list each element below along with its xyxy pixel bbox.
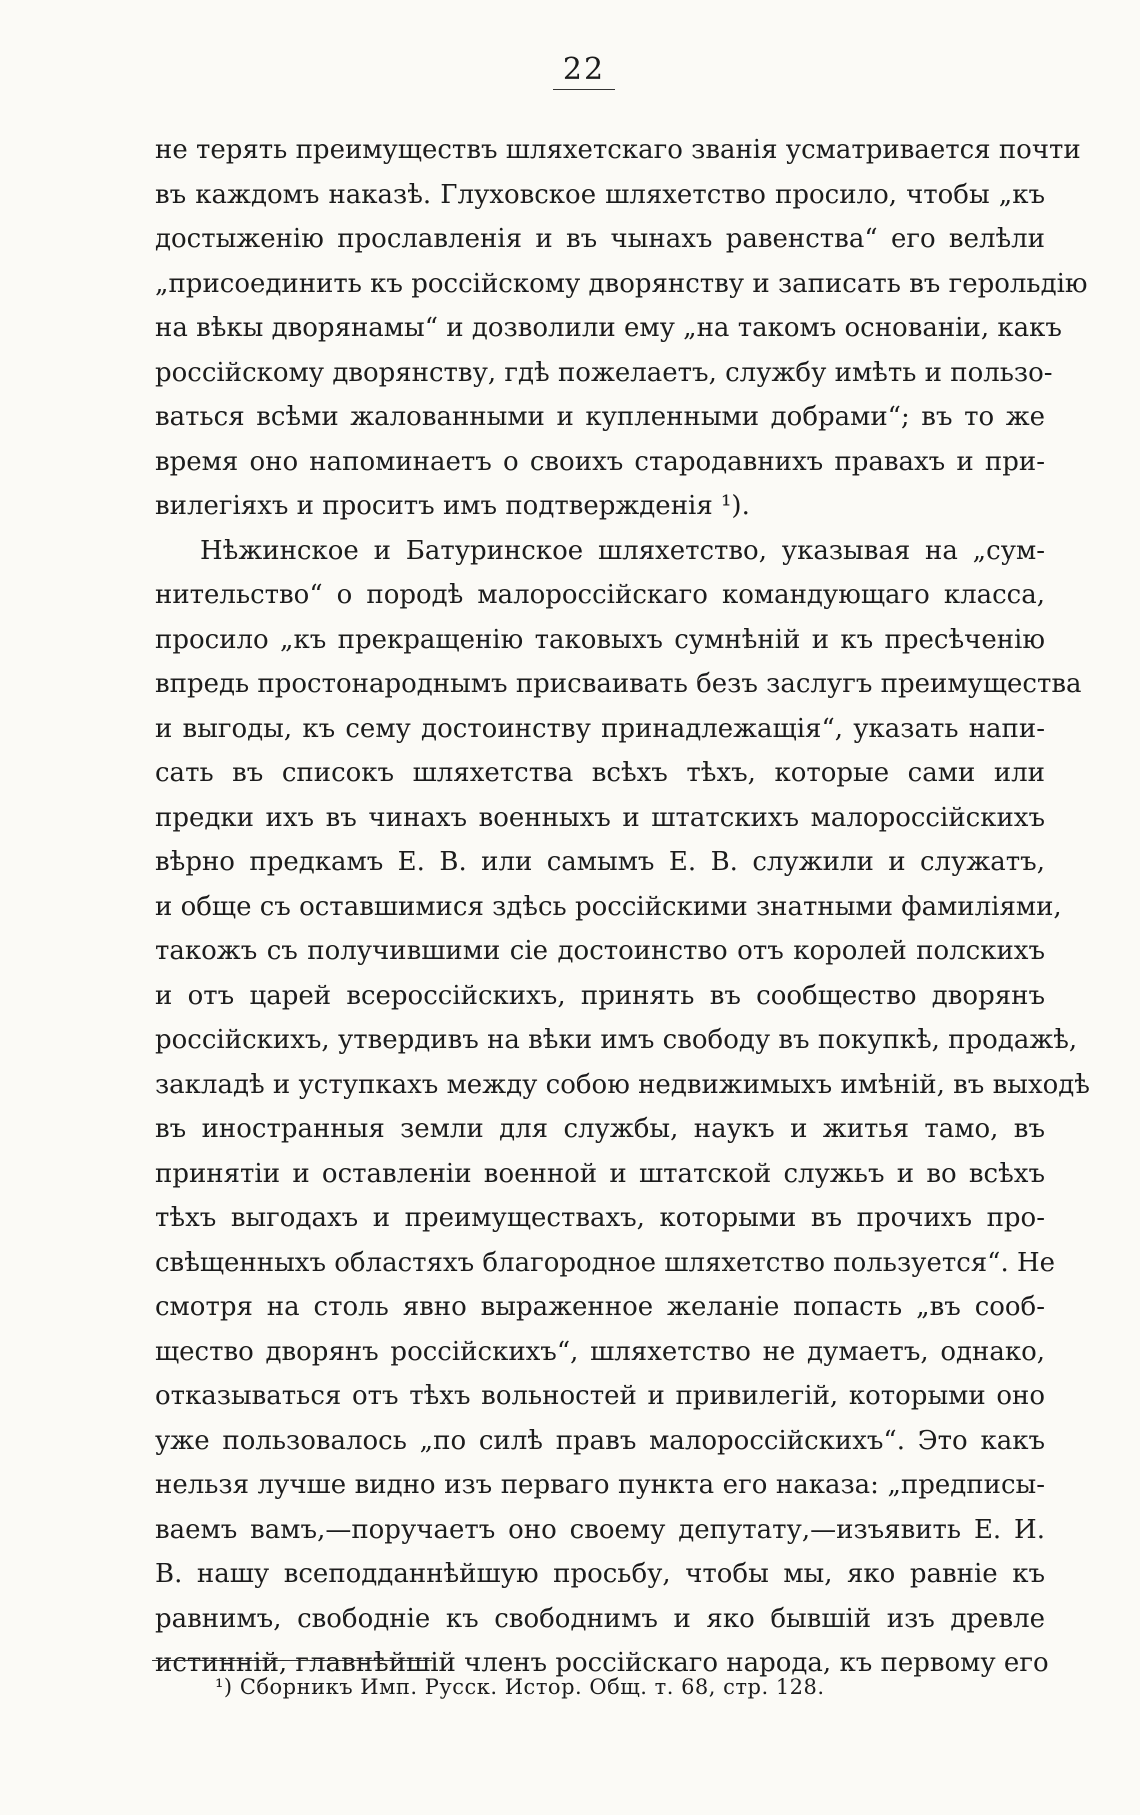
text-line: тѣхъ выгодахъ и преимуществахъ, которыми въ прочихъ про- [155, 1203, 1045, 1233]
text-line: достыженію прославленія и въ чынахъ равенства“ его велѣли [155, 224, 1045, 254]
text-line: ваемъ вамъ,—поручаетъ оно своему депутату,—изъявить Е. И. [155, 1514, 1045, 1545]
text-line: нительство“ о породѣ малороссійскаго командующаго класса, [155, 580, 1045, 610]
body-text [155, 128, 1090, 1686]
text-line: и отъ царей всероссійскихъ, принять въ сообщество дворянъ [155, 980, 1045, 1011]
text-line: нельзя лучше видно изъ перваго пункта его наказа: „предписы- [155, 1470, 1045, 1500]
footnote-divider [152, 1660, 432, 1661]
text-line: не терять преимуществъ шляхетскаго званія усматривается почти [155, 135, 1081, 165]
text-line: истинній, главнѣйшій членъ россійскаго народа, къ первому его [155, 1648, 1049, 1678]
text-line: уже пользовалось „по силѣ правъ малороссійскихъ“. Это какъ [155, 1425, 1045, 1456]
text-line: „присоединить къ россійскому дворянству и записать въ герольдію [155, 268, 1088, 299]
text-line: сать въ списокъ шляхетства всѣхъ тѣхъ, которые сами или [155, 758, 1045, 788]
text-line: свѣщенныхъ областяхъ благородное шляхетство пользуется“. Не [155, 1247, 1056, 1278]
text-line: въ каждомъ наказѣ. Глуховское шляхетство просило, чтобы „къ [155, 179, 1045, 210]
text-line: равнимъ, свободніе къ свободнимъ и яко бывшій изъ древле [155, 1603, 1045, 1634]
text-line: щество дворянъ россійскихъ“, шляхетство не думаетъ, однако, [155, 1336, 1045, 1367]
text-line: просило „къ прекращенію таковыхъ сумнѣній и къ пресѣченію [155, 624, 1045, 655]
footnote-marker: ¹) [215, 1675, 233, 1699]
footnote-text: Сборникъ Имп. Русск. Истор. Общ. т. 68, стр. 128. [239, 1675, 825, 1699]
text-line: россійскихъ, утвердивъ на вѣки имъ свободу въ покупкѣ, продажѣ, [155, 1025, 1078, 1055]
text-line: впредь простонароднымъ присваивать безъ заслугъ преимущества [155, 669, 1082, 699]
paragraph-start-line: Нѣжинское и Батуринское шляхетство, указывая на „сум- [200, 535, 1045, 566]
text-line: предки ихъ въ чинахъ военныхъ и штатскихъ малороссійскихъ [155, 802, 1045, 833]
text-line: и выгоды, къ сему достоинству принадлежащія“, указать напи- [155, 713, 1045, 744]
text-line: время оно напоминаетъ о своихъ стародавнихъ правахъ и при- [155, 446, 1045, 477]
page-number-text: 22 [553, 52, 615, 90]
text-line: вѣрно предкамъ Е. В. или самымъ Е. В. служили и служатъ, [155, 847, 1045, 877]
page-number [0, 52, 1140, 90]
text-line: В. нашу всеподданнѣйшую просьбу, чтобы мы, яко равніе къ [155, 1559, 1045, 1589]
text-line: смотря на столь явно выраженное желаніе попасть „въ сооб- [155, 1292, 1045, 1322]
text-line: въ иностранныя земли для службы, наукъ и житья тамо, въ [155, 1114, 1045, 1144]
text-line: и обще съ оставшимися здѣсь россійскими знатными фамиліями, [155, 891, 1062, 922]
text-line: вилегіяхъ и проситъ имъ подтвержденія ¹). [155, 491, 750, 521]
text-line: россійскому дворянству, гдѣ пожелаетъ, службу имѣть и пользо- [155, 357, 1053, 388]
text-line: отказываться отъ тѣхъ вольностей и привилегій, которыми оно [155, 1381, 1045, 1411]
footnote [215, 1675, 825, 1699]
text-line: такожъ съ получившими сіе достоинство отъ королей полскихъ [155, 936, 1045, 966]
text-line: на вѣкы дворянамы“ и дозволили ему „на такомъ основаніи, какъ [155, 313, 1062, 343]
text-line: принятіи и оставленіи военной и штатской служьъ и во всѣхъ [155, 1158, 1045, 1189]
text-line: ваться всѣми жалованными и купленными добрами“; въ то же [155, 402, 1045, 432]
text-line: закладѣ и уступкахъ между собою недвижимыхъ имѣній, въ выходѣ [155, 1069, 1090, 1100]
